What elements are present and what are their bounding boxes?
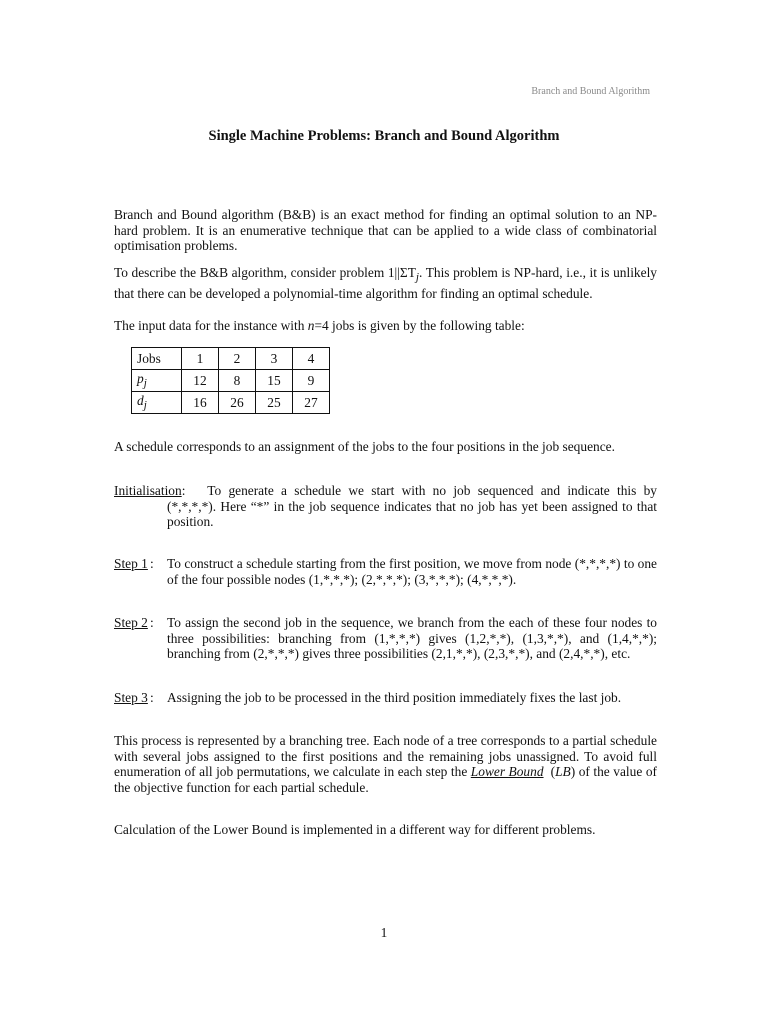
problem-text-end: . This problem is NP-hard, i.e., it is unlikely that there can be developed a polynomial-time algorithm for finding an optimal schedule. [114, 265, 657, 302]
initialisation-first-text: To generate a schedule we start with no job sequenced and indicate this by [207, 483, 657, 498]
initialisation-first-line [114, 483, 657, 499]
lb-abbreviation: LB [555, 764, 571, 779]
due-date-cell: 25 [256, 392, 293, 414]
step-3-colon: : [150, 690, 154, 705]
schedule-paragraph: A schedule corresponds to an assignment of the jobs to the four positions in the job sequence. [114, 439, 615, 454]
input-text-start: The input data for the instance with [114, 318, 308, 333]
initialisation-label: Initialisation [114, 483, 182, 498]
table-row-jobs [132, 348, 330, 370]
jobs-data-table [131, 347, 330, 414]
lower-bound-term: Lower Bound [470, 764, 544, 779]
table-row-due-dates [132, 392, 330, 414]
problem-subscript: j [415, 271, 419, 284]
initialisation-colon: : [181, 483, 186, 498]
step-2-block [114, 615, 657, 662]
step-3-label: Step 3 [114, 690, 148, 705]
p-subscript: j [143, 377, 147, 390]
d-header-cell [132, 392, 182, 414]
processing-time-cell: 12 [182, 370, 219, 392]
step-2-text: To assign the second job in the sequence, we branch from the each of these four nodes to three possibilities: branching from (1,*,*,*) gives (1,2,*,*), (1,3,*,*), and (1,4,*,*); branching from (2,*,*,*) gives three possibilities (2,1,*,*), (2,3,*,*), and (2,4,*,*), etc. [167, 615, 657, 661]
branching-text: This process is represented by a branching tree. Each node of a tree corresponds to a partial schedule with several jobs assigned to the first positions and the remaining jobs unassigned. To avoid full enumeration of all job permutations, we calculate in each step the [114, 733, 657, 779]
problem-description-paragraph [114, 265, 657, 302]
p-symbol: p [137, 371, 144, 387]
running-header: Branch and Bound Algorithm [531, 86, 650, 97]
table-row-processing-times [132, 370, 330, 392]
step-1-colon: : [150, 556, 154, 571]
step-1-label: Step 1 [114, 556, 148, 571]
due-date-cell: 16 [182, 392, 219, 414]
processing-time-cell: 15 [256, 370, 293, 392]
job-number-cell: 3 [256, 348, 293, 370]
input-data-paragraph [114, 318, 657, 334]
step-2-label: Step 2 [114, 615, 148, 630]
step-3-text: Assigning the job to be processed in the third position immediately fixes the last job. [167, 690, 622, 705]
initialisation-block [114, 483, 657, 530]
step-1-block [114, 556, 657, 587]
n-symbol: n [307, 318, 315, 333]
step-3-block [114, 690, 657, 706]
jobs-header-cell: Jobs [132, 348, 182, 370]
d-subscript: j [143, 399, 147, 412]
job-number-cell: 1 [182, 348, 219, 370]
branching-text-end: ) of the value of the objective function for each partial schedule. [114, 764, 657, 795]
due-date-cell: 27 [293, 392, 330, 414]
p-header-cell [132, 370, 182, 392]
page-title: Single Machine Problems: Branch and Bound Algorithm [208, 128, 560, 144]
intro-paragraph: Branch and Bound algorithm (B&B) is an exact method for finding an optimal solution to an NP-hard problem. It is an enumerative technique that can be applied to a wide class of combinatorial optimisation problems. [114, 207, 657, 253]
d-symbol: d [137, 393, 144, 409]
branching-paragraph [114, 733, 657, 795]
lb-open-paren: ( [543, 764, 556, 779]
initialisation-text: (*,*,*,*). Here “*” in the job sequence indicates that no job has yet been assigned to that position. [167, 498, 657, 529]
job-number-cell: 2 [219, 348, 256, 370]
processing-time-cell: 9 [293, 370, 330, 392]
calculation-paragraph: Calculation of the Lower Bound is implemented in a different way for different problems. [114, 822, 596, 837]
processing-time-cell: 8 [219, 370, 256, 392]
job-number-cell: 4 [293, 348, 330, 370]
step-2-colon: : [150, 615, 154, 630]
step-1-text: To construct a schedule starting from the first position, we move from node (*,*,*,*) to one of the four possible nodes (1,*,*,*); (2,*,*,*); (3,*,*,*); (4,*,*,*). [167, 556, 657, 587]
page-number: 1 [380, 925, 388, 940]
problem-text-start: To describe the B&B algorithm, consider problem 1||ΣT [114, 265, 416, 280]
input-text-end: =4 jobs is given by the following table: [314, 318, 525, 333]
due-date-cell: 26 [219, 392, 256, 414]
